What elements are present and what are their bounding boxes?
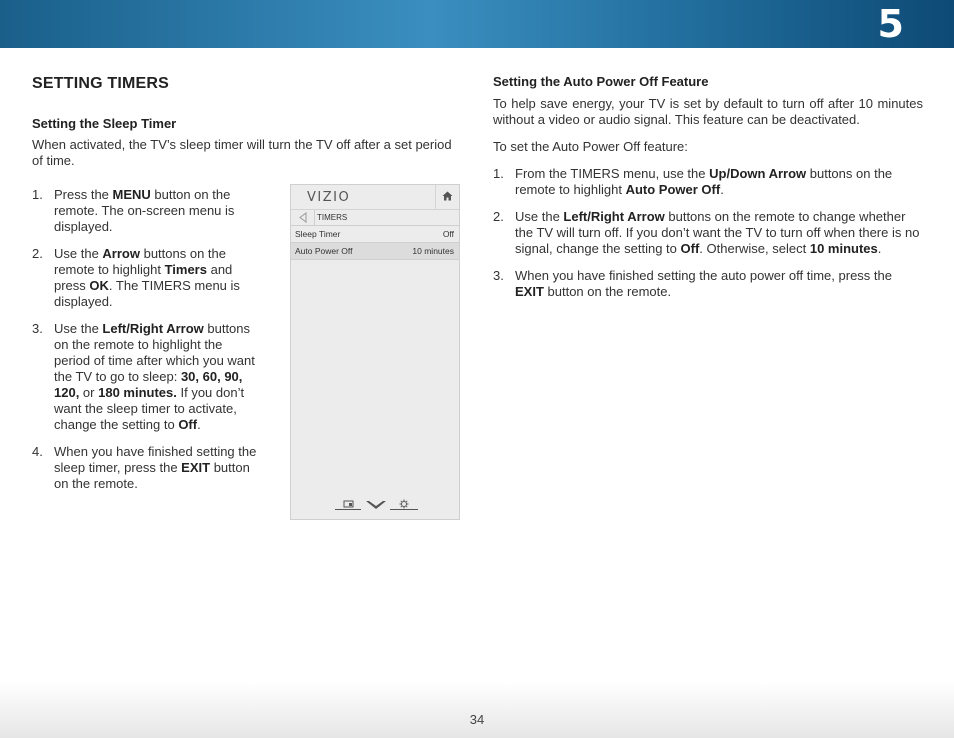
step-item — [32, 187, 262, 235]
input-icon — [335, 497, 361, 510]
step-text — [54, 321, 255, 432]
step-item — [493, 166, 923, 198]
step-text-run: and press — [54, 262, 233, 293]
step-text — [54, 187, 234, 234]
tv-menu-row-auto-power-off — [291, 243, 459, 260]
step-text-run: button on the remote. — [543, 284, 672, 299]
sleep-timer-intro: When activated, the TV’s sleep timer will turn the TV off after a set period of time. — [32, 137, 452, 168]
menu-row-value: 10 minutes — [412, 246, 454, 256]
tv-menu-header — [291, 185, 459, 210]
step-text-run: If you don’t want the sleep timer to activate, change the setting to — [54, 385, 245, 432]
step-text-emphasis: 10 minutes — [809, 241, 878, 256]
step-number: 2. — [493, 209, 504, 224]
step-text-emphasis: OK — [89, 278, 109, 293]
tv-menu-row-sleep-timer — [291, 226, 459, 243]
breadcrumb-label: TIMERS — [317, 213, 348, 222]
step-item — [493, 268, 923, 300]
auto-power-off-intro: To help save energy, your TV is set by default to turn off after 10 minutes without a video or audio signal. This feature can be deactivated. — [493, 96, 923, 127]
step-text-run: . Otherwise, select — [699, 241, 810, 256]
step-text-run: . — [197, 417, 201, 432]
step-text-run: Press the — [54, 187, 113, 202]
step-text-emphasis: Auto Power Off — [625, 182, 721, 197]
step-text-run: From the TIMERS menu, use the — [515, 166, 710, 181]
chapter-number: 5 — [877, 2, 904, 46]
step-text — [515, 166, 892, 197]
step-text-run: When you have finished setting the auto power off time, press the — [515, 268, 892, 283]
sleep-timer-steps — [32, 187, 262, 492]
section-title: SETTING TIMERS — [32, 75, 170, 92]
step-text-run: buttons on the remote to highlight — [54, 246, 226, 277]
step-text-run: or — [79, 385, 99, 400]
step-text — [54, 444, 256, 491]
step-text-run: . — [720, 182, 724, 197]
step-item — [32, 444, 262, 492]
settings-gear-icon — [390, 497, 418, 510]
step-text-run: Use the — [515, 209, 564, 224]
vizio-logo: VIZIO — [307, 190, 351, 205]
step-text-run: buttons on the remote to highlight the period of time after which you want the TV to go to sleep: — [54, 321, 255, 384]
step-number: 3. — [32, 321, 43, 336]
step-text-run: . — [877, 241, 882, 256]
step-number: 1. — [32, 187, 43, 202]
tv-menu-breadcrumb — [291, 210, 459, 226]
menu-row-label: Auto Power Off — [295, 246, 353, 256]
auto-power-off-steps — [493, 166, 923, 300]
step-text-emphasis: Left/Right Arrow — [102, 321, 204, 336]
right-column — [493, 74, 923, 300]
sleep-timer-heading: Setting the Sleep Timer — [32, 116, 177, 131]
menu-row-label: Sleep Timer — [295, 229, 341, 239]
step-text-run: When you have finished setting the sleep timer, press the — [54, 444, 257, 475]
page-number: 34 — [469, 712, 485, 727]
step-text — [54, 246, 240, 309]
step-text — [515, 209, 919, 256]
step-text-emphasis: 30, 60, 90, 120, — [54, 369, 243, 400]
step-text-emphasis: MENU — [112, 187, 151, 202]
header-bar — [0, 0, 954, 48]
step-text-run: button on the remote. — [54, 460, 250, 491]
step-text-run: Use the — [54, 246, 103, 261]
step-text-emphasis: Off — [680, 241, 700, 256]
step-item — [32, 246, 262, 310]
step-item — [493, 209, 923, 257]
step-text-emphasis: Timers — [164, 262, 207, 277]
step-text — [515, 268, 892, 299]
home-icon — [435, 185, 459, 209]
step-text-run: button on the remote. The on-screen menu is displayed. — [54, 187, 235, 234]
back-arrow-icon — [297, 212, 311, 223]
step-text-emphasis: Off — [178, 417, 198, 432]
step-text-emphasis: 180 minutes. — [98, 385, 177, 400]
vizio-v-icon — [365, 497, 387, 509]
step-item — [32, 321, 262, 433]
step-text-emphasis: Up/Down Arrow — [709, 166, 807, 181]
step-number: 1. — [493, 166, 504, 181]
step-text-emphasis: EXIT — [181, 460, 211, 475]
step-text-run: buttons on the remote to change whether the TV will turn off. If you don’t want the TV to turn off when there is no signal, change the setting to — [515, 209, 920, 256]
breadcrumb-divider — [314, 210, 315, 225]
auto-power-off-lead: To set the Auto Power Off feature: — [493, 139, 688, 154]
menu-row-value: Off — [442, 229, 454, 239]
auto-power-off-heading: Setting the Auto Power Off Feature — [493, 74, 709, 89]
footer-bar — [0, 682, 954, 738]
tv-menu-bottom-bar — [291, 497, 459, 511]
step-text-emphasis: Arrow — [102, 246, 140, 261]
step-number: 4. — [32, 444, 43, 459]
step-text-run: . The TIMERS menu is displayed. — [54, 278, 240, 309]
step-text-run: Use the — [54, 321, 103, 336]
step-number: 3. — [493, 268, 504, 283]
step-text-emphasis: Left/Right Arrow — [563, 209, 665, 224]
tv-menu-screenshot — [290, 184, 460, 520]
step-text-emphasis: EXIT — [515, 284, 544, 299]
step-number: 2. — [32, 246, 43, 261]
step-text-run: buttons on the remote to highlight — [515, 166, 893, 197]
